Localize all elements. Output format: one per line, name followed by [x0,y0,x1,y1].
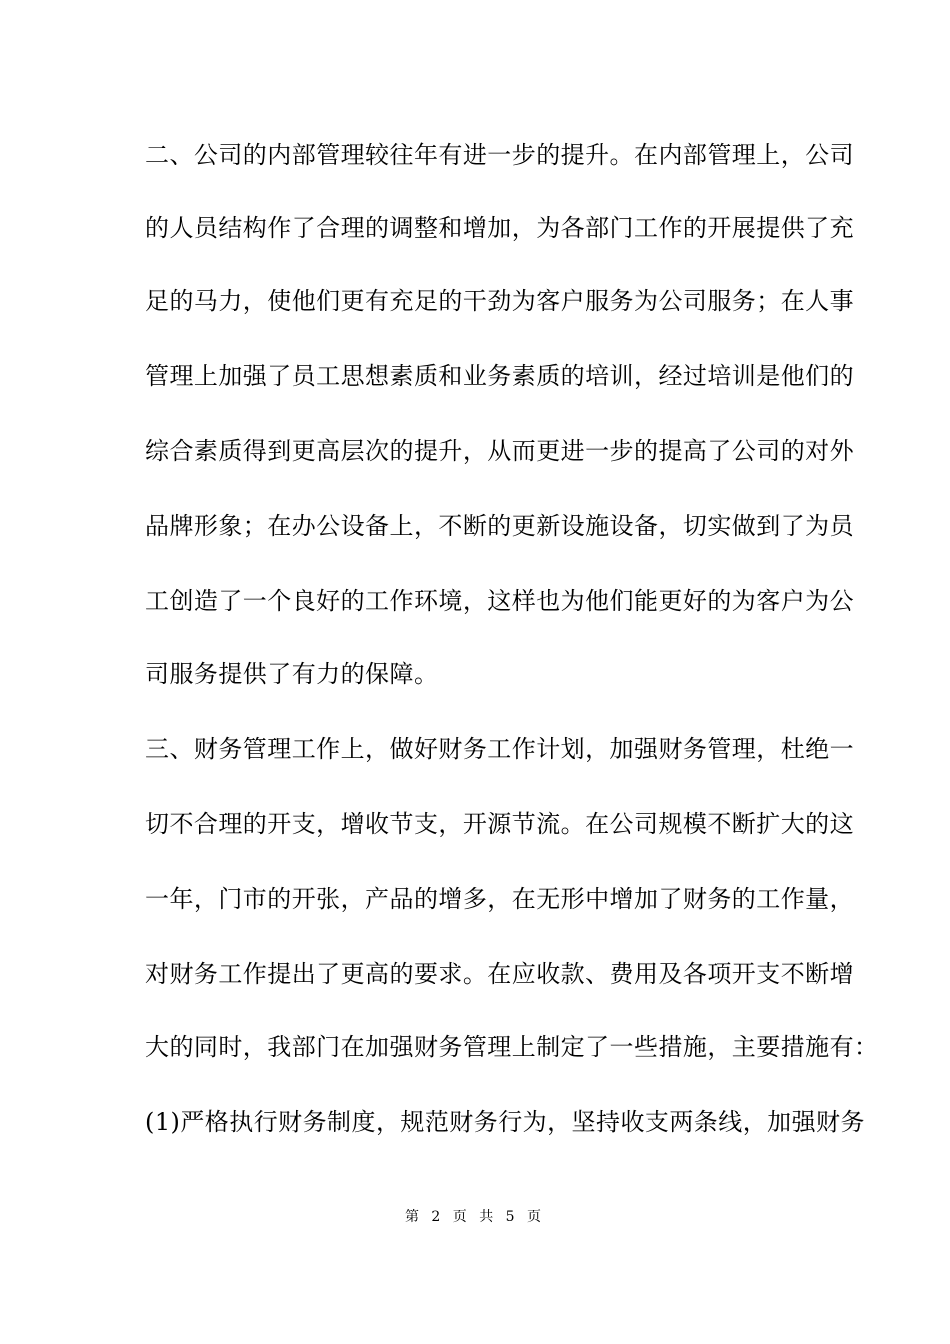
text-line: 一年，门市的开张，产品的增多，在无形中增加了财务的工作量， [145,885,855,913]
text-line: 三、财务管理工作上，做好财务工作计划，加强财务管理，杜绝一 [145,735,855,763]
text-line: 司服务提供了有力的保障。 [145,660,439,688]
text-line: 的人员结构作了合理的调整和增加，为各部门工作的开展提供了充 [145,214,855,242]
page-number-footer: 第 2 页 共 5 页 [404,1209,546,1225]
text-line: 综合素质得到更高层次的提升，从而更进一步的提高了公司的对外 [145,437,855,465]
text-line: (1)严格执行财务制度，规范财务行为，坚持收支两条线，加强财务 [145,1108,865,1136]
text-line: 品牌形象；在办公设备上，不断的更新设施设备，切实做到了为员 [145,512,855,540]
text-line: 二、公司的内部管理较往年有进一步的提升。在内部管理上，公司 [145,141,855,169]
text-line: 管理上加强了员工思想素质和业务素质的培训，经过培训是他们的 [145,362,855,390]
text-line: 对财务工作提出了更高的要求。在应收款、费用及各项开支不断增 [145,960,855,988]
text-line: 切不合理的开支，增收节支，开源节流。在公司规模不断扩大的这 [145,810,855,838]
text-line: 大的同时，我部门在加强财务管理上制定了一些措施，主要措施有： [145,1033,879,1061]
text-line: 足的马力，使他们更有充足的干劲为客户服务为公司服务；在人事 [145,287,855,315]
text-line: 工创造了一个良好的工作环境，这样也为他们能更好的为客户为公 [145,587,855,615]
